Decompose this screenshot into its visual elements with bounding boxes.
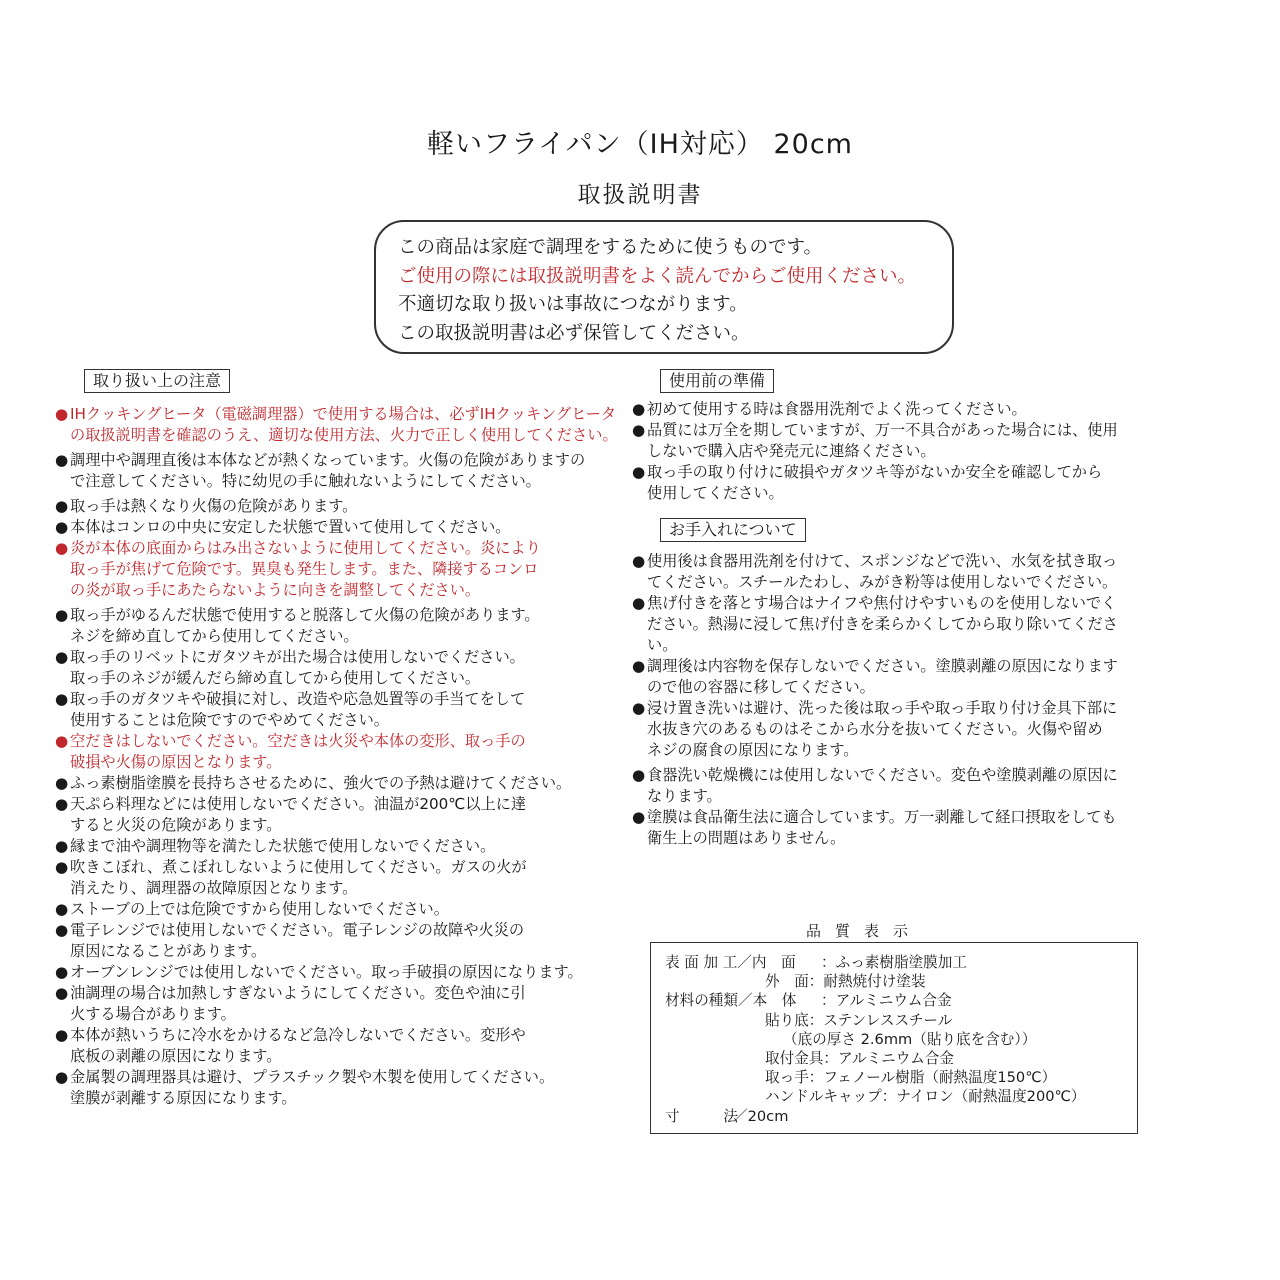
list-item-text: 原因になることがあります。 [70,942,267,960]
list-item [632,551,1202,593]
quality-row-value: ハンドルキャップ：ナイロン（耐熱温度200℃） [765,1088,1086,1106]
bullet-icon: ● [55,900,69,918]
manual-subtitle: 取扱説明書 [577,182,703,208]
list-item-text: 取っ手は熱くなり火傷の危険があります。 [70,497,358,515]
bullet-icon: ● [55,795,69,813]
list-item-text: 浸け置き洗いは避け、洗った後は取っ手や取っ手取り付け金具下部に [647,699,1118,717]
preparation-heading: 使用前の準備 [660,369,774,393]
quality-row-value: （底の厚さ 2.6mm（貼り底を含む）） [783,1030,1037,1048]
bullet-icon: ● [55,539,69,557]
list-item-text: 品質には万全を期していますが、万一不具合があった場合には、使用 [647,421,1118,439]
bullet-icon: ● [632,657,646,675]
notice-line-2: ご使用の際には取扱説明書をよく読んでからご使用ください。 [398,265,917,287]
list-item-text: 取っ手のネジが緩んだら締め直してから使用してください。 [70,669,481,687]
list-item-text: 破損や火傷の原因となります。 [70,753,282,771]
list-item-text: しないで購入店や発売元に連絡ください。 [647,442,936,460]
list-item-text: ださい。熱湯に浸して焦げ付きを柔らかくしてから取り除いてくださ [647,615,1118,633]
list-item [632,462,1202,504]
bullet-icon: ● [55,732,69,750]
list-item [55,962,615,983]
list-item-text: オーブンレンジでは使用しないでください。取っ手破損の原因になります。 [70,963,583,981]
quality-row-value: 取っ手：フェノール樹脂（耐熱温度150℃） [765,1069,1057,1087]
preparation-list [632,399,1202,504]
bullet-icon: ● [55,1068,69,1086]
handling-cautions-list [55,404,618,1109]
list-item [632,593,1202,656]
bullet-icon: ● [55,837,69,855]
list-item [632,656,1202,698]
list-item-text: 縁まで油や調理物等を満たした状態で使用しないでください。 [70,837,496,855]
list-item-text: 取っ手の取り付けに破損やガタツキ等がないか安全を確認してから [647,463,1103,481]
list-item-text: ので他の容器に移してください。 [647,678,875,696]
list-item [55,1025,615,1067]
list-item-text: 初めて使用する時は食器用洗剤でよく洗ってください。 [647,400,1027,418]
list-item-text: 油調理の場合は加熱しすぎないようにしてください。変色や油に引 [70,984,526,1002]
list-item [55,920,615,962]
bullet-icon: ● [55,648,69,666]
list-item [55,689,615,731]
list-item [632,698,1202,761]
list-item-text: い。 [647,636,678,654]
list-item-text: すると火災の危険があります。 [70,816,282,834]
quality-row-label: 表 面 加 工／内 面 [665,954,796,971]
bullet-icon: ● [55,606,69,624]
list-item-text: 使用してください。 [647,484,784,502]
list-item-text: 空だきはしないでください。空だきは火災や本体の変形、取っ手の [70,732,526,750]
list-item-text: 使用後は食器用洗剤を付けて、スポンジなどで洗い、水気を拭き取っ [647,552,1118,570]
list-item-text: 塗膜が剥離する原因になります。 [70,1089,297,1107]
list-item [632,399,1202,420]
list-item-text: 消えたり、調理器の故障原因となります。 [70,879,358,897]
list-item-text: 電子レンジでは使用しないでください。電子レンジの故障や火災の [70,921,525,939]
list-item [55,836,615,857]
quality-row-label: 材料の種類／本 体 [665,992,797,1010]
list-item-text: 水抜き穴のあるものはそこから水分を抜いてください。火傷や留め [647,720,1103,738]
list-item-text: 本体が熱いうちに冷水をかけるなど急冷しないでください。変形や [70,1026,526,1044]
quality-row [665,991,1137,1010]
bullet-icon: ● [55,774,69,792]
list-item-text: 取っ手のリベットにガタツキが出た場合は使用しないでください。 [70,648,525,666]
list-item [55,605,615,647]
list-item [632,807,1202,849]
list-item-text: 食器洗い乾燥機には使用しないでください。変色や塗膜剥離の原因に [647,766,1118,784]
quality-row-label: 寸 法 [665,1107,738,1125]
bullet-icon: ● [632,808,646,826]
quality-row [665,972,1137,991]
list-item-text: 本体はコンロの中央に安定した状態で置いて使用してください。 [70,518,511,536]
bullet-icon: ● [55,405,69,423]
bullet-icon: ● [632,699,646,717]
list-item [55,450,615,492]
quality-row-value: ／20cm [733,1107,789,1125]
quality-row-value: 貼り底：ステンレススチール [765,1011,953,1029]
bullet-icon: ● [632,421,646,439]
list-item-text: なります。 [647,787,722,805]
quality-row [665,1068,1137,1087]
list-item [55,538,615,601]
bullet-icon: ● [55,858,69,876]
list-item [55,517,615,538]
list-item [55,496,615,517]
list-item [632,420,1202,462]
list-item-text: ストーブの上では危険ですから使用しないでください。 [70,900,449,918]
list-item-text: 金属製の調理器具は避け、プラスチック製や木製を使用してください。 [70,1068,555,1086]
list-item-text: 取っ手のガタツキや破損に対し、改造や応急処置等の手当てをして [70,690,526,708]
list-item-text: 天ぷら料理などには使用しないでください。油温が200℃以上に達 [70,795,527,813]
quality-row-value: ：アルミニウム合金 [821,992,952,1010]
bullet-icon: ● [632,594,646,612]
notice-box [374,220,954,354]
bullet-icon: ● [55,518,69,536]
list-item-text: 調理後は内容物を保存しないでください。塗膜剥離の原因になります [647,657,1118,675]
bullet-icon: ● [632,400,646,418]
notice-line-4: この取扱説明書は必ず保管してください。 [398,322,750,344]
bullet-icon: ● [632,463,646,481]
quality-row [665,1087,1137,1106]
list-item-text: 衛生上の問題はありません。 [647,829,846,847]
list-item-text: 底板の剥離の原因になります。 [70,1047,282,1065]
list-item-text: ふっ素樹脂塗膜を長持ちさせるために、強火での予熱は避けてください。 [70,774,572,792]
list-item-text: 炎が本体の底面からはみ出さないように使用してください。炎により [70,539,541,557]
bullet-icon: ● [55,1026,69,1044]
bullet-icon: ● [55,984,69,1002]
bullet-icon: ● [632,552,646,570]
list-item [55,794,615,836]
quality-row-value: 取付金具：アルミニウム合金 [765,1049,954,1067]
list-item [55,731,615,773]
list-item [55,404,618,446]
list-item [632,765,1202,807]
notice-line-3: 不適切な取り扱いは事故につながります。 [398,294,748,315]
list-item [55,857,615,899]
list-item-text: 使用することは危険ですのでやめてください。 [70,711,389,729]
list-item-text: IHクッキングヒータ（電磁調理器）で使用する場合は、必ずIHクッキングヒータ [70,405,617,423]
product-title: 軽いフライパン（IH対応） 20cm [426,129,853,160]
list-item-text: の取扱説明書を確認のうえ、適切な使用方法、火力で正しく使用してください。 [70,426,618,444]
list-item-text: ネジを締め直してから使用してください。 [70,627,359,645]
handling-cautions-heading: 取り扱い上の注意 [84,369,230,393]
list-item-text: 吹きこぼれ、煮こぼれしないように使用してください。ガスの火が [70,858,527,876]
list-item [55,647,615,689]
bullet-icon: ● [55,497,69,515]
bullet-icon: ● [55,963,69,981]
list-item-text: ネジの腐食の原因になります。 [647,741,859,759]
list-item-text: 調理中や調理直後は本体などが熱くなっています。火傷の危険がありますの [70,451,586,469]
bullet-icon: ● [55,451,69,469]
list-item-text: てください。スチールたわし、みがき粉等は使用しないでください。 [647,573,1118,591]
care-heading: お手入れについて [660,518,806,542]
bullet-icon: ● [55,690,69,708]
list-item-text: 塗膜は食品衛生法に適合しています。万一剥離して経口摂取をしても [647,808,1117,826]
bullet-icon: ● [632,766,646,784]
quality-row [665,1049,1137,1068]
quality-row-value: ：ふっ素樹脂塗膜加工 [821,954,967,971]
quality-row-value: 外 面：耐熱焼付け塗装 [765,973,926,991]
list-item [55,1067,615,1109]
quality-row [665,1030,1137,1049]
quality-row [665,1107,1137,1126]
list-item-text: で注意してください。特に幼児の手に触れないようにしてください。 [70,472,541,490]
quality-row [665,953,1137,972]
care-list [632,551,1202,849]
list-item [55,773,615,794]
list-item-text: の炎が取っ手にあたらないように向きを調整してください。 [70,581,481,599]
list-item [55,983,615,1025]
list-item-text: 火する場合があります。 [70,1005,236,1023]
quality-row [665,1011,1137,1030]
quality-label-heading: 品質表示 [806,922,923,940]
list-item-text: 取っ手がゆるんだ状態で使用すると脱落して火傷の危険があります。 [70,606,540,624]
bullet-icon: ● [55,921,69,939]
list-item [55,899,615,920]
list-item-text: 焦げ付きを落とす場合はナイフや焦付けやすいものを使用しないでく [647,594,1117,612]
list-item-text: 取っ手が焦げて危険です。異臭も発生します。また、隣接するコンロ [70,560,539,578]
notice-line-1: この商品は家庭で調理をするために使うものです。 [398,237,823,258]
quality-label-table [650,942,1138,1134]
